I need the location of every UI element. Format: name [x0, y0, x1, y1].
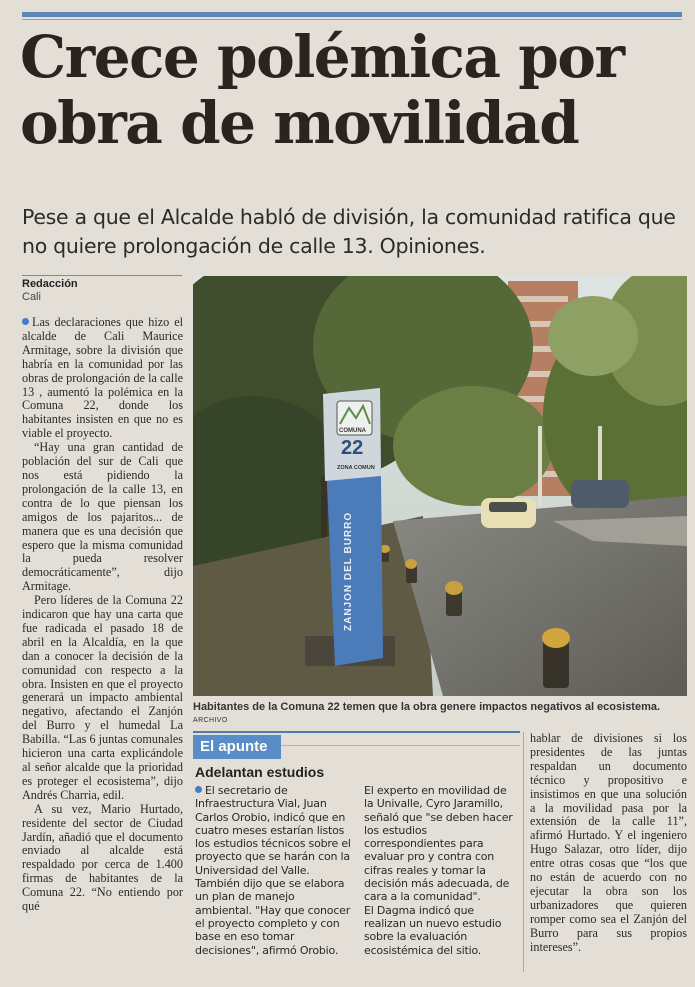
sign-vertical-text: ZANJON DEL BURRO	[343, 511, 354, 631]
bullet-icon	[195, 786, 202, 793]
photo-caption	[193, 701, 687, 725]
top-accent-line	[22, 19, 682, 20]
paragraph: El secretario de Infraestructura Vial, Juan Carlos Orobio, indicó que en cuatro meses estarían listos los estudios técnicos sobre el proyecto que se harán con la Universidad del Valle. También dijo que se elabora un plan de manejo ambiental. "Hay que conocer el proyecto completo y con base en eso tomar decisiones", afirmó Orobio.	[195, 784, 351, 957]
apunte-title: Adelantan estudios	[195, 764, 325, 780]
sign-comuna-text: COMUNA	[339, 428, 366, 434]
article-column-2	[530, 732, 687, 955]
paragraph: A su vez, Mario Hurtado, residente del sector de Ciudad Jardín, añadió que el documento enviado al alcalde está respaldado por cerca de 1.400 firmas de habitantes de la Comuna 22. “No entiendo por qué	[22, 801, 183, 914]
photo-illustration	[193, 276, 687, 696]
paragraph: El experto en movilidad de la Univalle, Cyro Jaramillo, señaló que "se deben hacer los estudios correspondientes para evaluar pro y contra con cifras reales y tomar la decisión más adecuada, de cara a la comunidad".	[364, 784, 513, 904]
paragraph: “Hay una gran cantidad de población del sur de Cali que nos está pidiendo la prolongación de la calle 13, en contra de lo que piensan los amigos de los pajaritos... de manera que es una decisión que espero que la misma comunidad la pueda resolver democráticamente”, dijo Armitage.	[22, 440, 183, 594]
paragraph: hablar de divisiones si los presidentes de las juntas respaldan un documento técnico y propositivo e insistimos en que una solución a la movilidad pasa por la extensión de la calle 11”, afirmó Hurtado. Y el ingeniero Hugo Salazar, otro líder, dijo entre otras cosas que “los que no están de acuerdo con no ejecutar la obra son los urbanizadores que quieren romper como sea el Zanjón del Burro para sus propios intereses”.	[530, 731, 687, 954]
apunte-rule	[193, 731, 520, 733]
article-photo	[193, 276, 687, 696]
sidebar-column-1	[195, 784, 351, 957]
sign-number-text: 22	[341, 437, 364, 459]
deck: Pese a que el Alcalde habló de división, la comunidad ratifica que no quiere prolongación de calle 13. Opiniones.	[22, 205, 676, 258]
sidebar-column-2	[364, 784, 516, 957]
paragraph: Las declaraciones que hizo el alcalde de Cali Maurice Armitage, sobre la división que habría en la comunidad por las obras de prolongación de la calle 13 , aumentó la polémica en la Comuna 22, donde los habitantes insisten en que no es viable el proyecto.	[22, 315, 183, 441]
column-divider	[523, 732, 524, 972]
caption-text: Habitantes de la Comuna 22 temen que la obra genere impactos negativos al ecosistema.	[193, 701, 661, 713]
sign-sub-text: ZONA COMUN	[337, 465, 375, 471]
article-column-1	[22, 316, 183, 914]
headline: Crece polémica por obra de movilidad	[20, 23, 624, 157]
apunte-label: El apunte	[193, 735, 281, 759]
bullet-icon	[22, 318, 29, 325]
byline-author: Redacción	[22, 278, 78, 290]
top-accent-bar	[22, 12, 682, 17]
caption-credit: ARCHIVO	[193, 717, 228, 724]
byline-place: Cali	[22, 291, 41, 303]
paragraph: El Dagma indicó que realizan un nuevo estudio sobre la evaluación ecosistémica del sitio.	[364, 903, 502, 957]
paragraph: Pero líderes de la Comuna 22 indicaron que hay una carta que fue radicada el pasado 18 de abril en la Alcaldía, en la que dan a conocer la decisión de la comunidad con respecto a la obra. Insisten en que el proyecto generará un impacto ambiental negativo, afectando el Zanjón del Burro y el humedal La Babilla. “Las 6 juntas comunales hicieron una carta explicándole al señor alcalde que la prioridad es proteger el ecosistema”, dijo Andrés Charria, edil.	[22, 593, 183, 802]
byline-rule	[22, 275, 182, 276]
apunte-line	[281, 745, 520, 746]
